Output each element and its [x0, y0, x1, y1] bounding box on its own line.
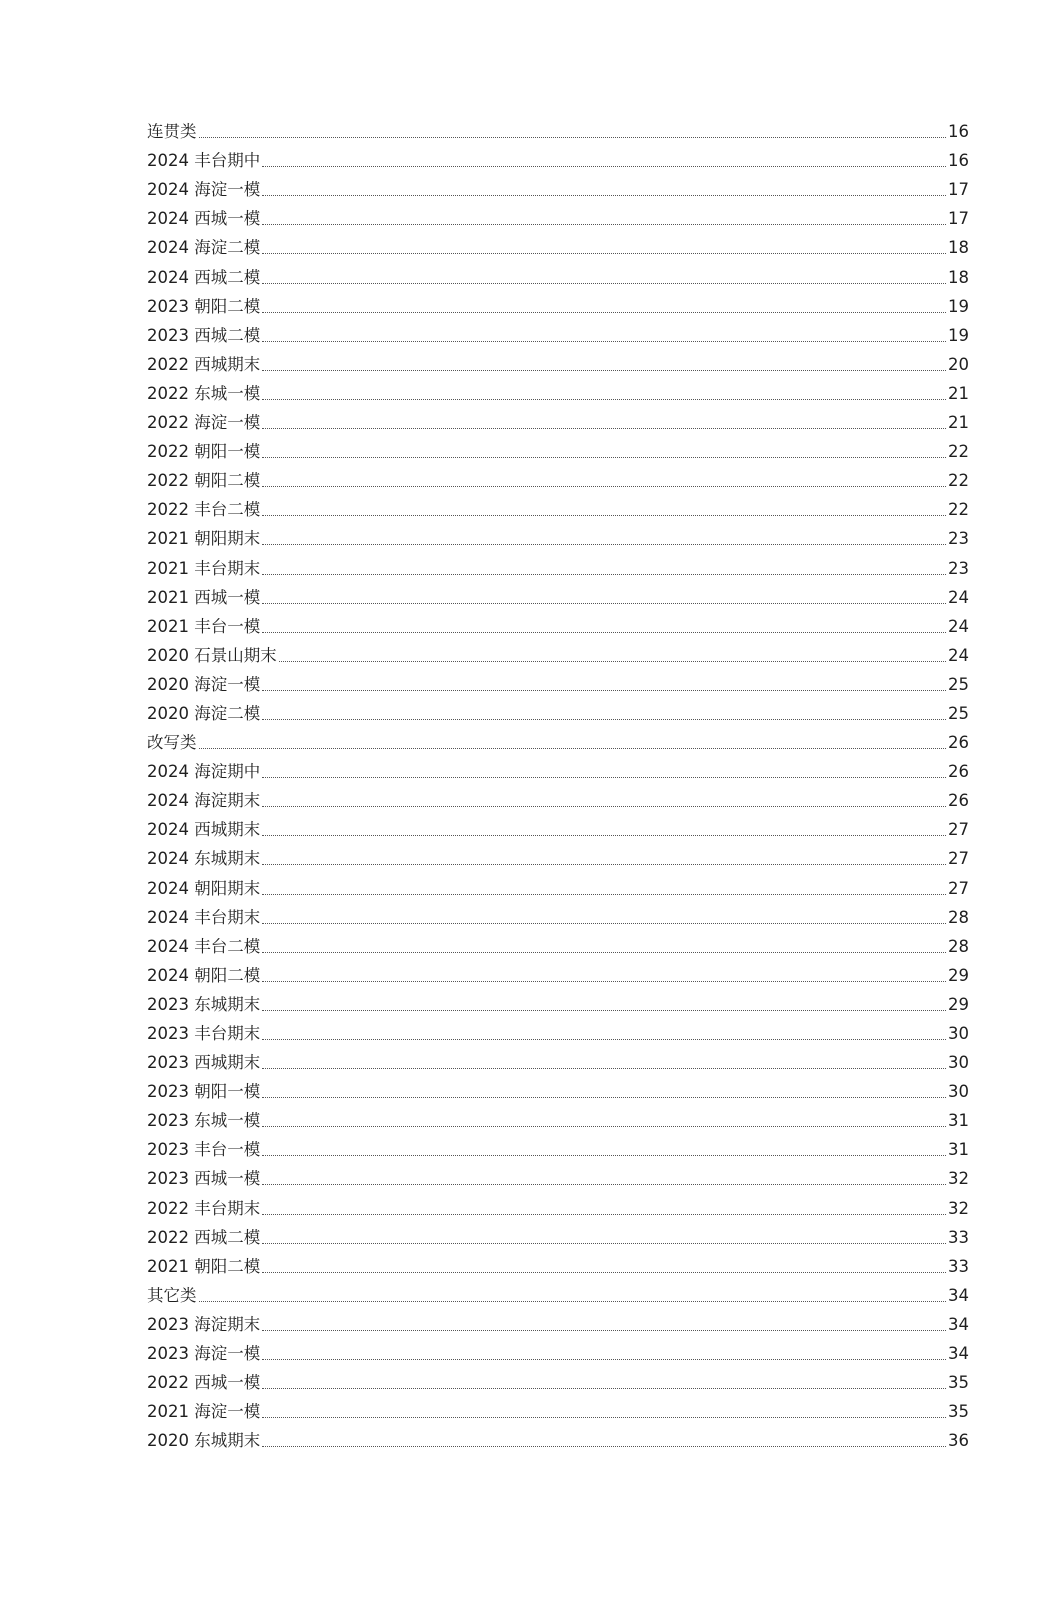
- toc-entry-title: 2024 西城一模: [147, 209, 261, 229]
- dot-leader: [262, 165, 946, 167]
- dot-leader: [262, 398, 946, 400]
- toc-entry-page-number: 32: [948, 1169, 969, 1189]
- dot-leader: [199, 136, 947, 138]
- toc-entry-page-number: 24: [948, 616, 969, 636]
- toc-entry-title: 2024 东城期末: [147, 849, 261, 869]
- toc-entry-page-number: 18: [948, 238, 969, 258]
- toc-entry[interactable]: [147, 1277, 969, 1306]
- toc-entry-title: 2024 朝阳期末: [147, 878, 261, 898]
- dot-leader: [262, 252, 946, 254]
- toc-entry-title: 2022 海淀一模: [147, 413, 261, 433]
- dot-leader: [262, 834, 946, 836]
- toc-entry-title: 2024 丰台期末: [147, 907, 261, 927]
- dot-leader: [262, 776, 946, 778]
- toc-entry-page-number: 22: [948, 471, 969, 491]
- toc-entry-page-number: 29: [948, 965, 969, 985]
- toc-entry-page-number: 27: [948, 849, 969, 869]
- toc-entry-title: 2021 丰台期末: [147, 558, 261, 578]
- toc-entry-title: 2023 西城期末: [147, 1053, 261, 1073]
- toc-entry[interactable]: [147, 579, 969, 608]
- toc-entry-title: 2023 东城期末: [147, 994, 261, 1014]
- toc-entry[interactable]: [147, 840, 969, 869]
- dot-leader: [262, 311, 946, 313]
- toc-entry-page-number: 32: [948, 1198, 969, 1218]
- toc-entry[interactable]: [147, 1073, 969, 1102]
- dot-leader: [262, 1096, 946, 1098]
- toc-entry-title: 2024 海淀二模: [147, 238, 261, 258]
- toc-entry-title: 2021 朝阳期末: [147, 529, 261, 549]
- toc-entry-page-number: 25: [948, 674, 969, 694]
- toc-entry-page-number: 21: [948, 383, 969, 403]
- toc-entry[interactable]: [147, 869, 969, 898]
- dot-leader: [262, 1009, 946, 1011]
- toc-entry[interactable]: [147, 491, 969, 520]
- toc-entry-page-number: 34: [948, 1285, 969, 1305]
- toc-entry-title: 2023 海淀一模: [147, 1344, 261, 1364]
- toc-entry-title: 2021 朝阳二模: [147, 1256, 261, 1276]
- toc-entry-title: 2024 朝阳二模: [147, 965, 261, 985]
- dot-leader: [262, 1067, 946, 1069]
- toc-entry[interactable]: [147, 375, 969, 404]
- toc-entry[interactable]: [147, 346, 969, 375]
- toc-entry-title: 连贯类: [147, 122, 197, 142]
- dot-leader: [262, 340, 946, 342]
- toc-entry-title: 其它类: [147, 1285, 197, 1305]
- toc-entry-page-number: 24: [948, 645, 969, 665]
- toc-entry[interactable]: [147, 142, 969, 171]
- toc-entry[interactable]: [147, 986, 969, 1015]
- toc-entry-title: 2024 西城期末: [147, 820, 261, 840]
- dot-leader: [262, 631, 946, 633]
- toc-entry-title: 2024 海淀期末: [147, 791, 261, 811]
- toc-entry-page-number: 35: [948, 1402, 969, 1422]
- toc-entry-title: 2024 海淀一模: [147, 180, 261, 200]
- toc-entry-title: 2022 西城期末: [147, 354, 261, 374]
- toc-entry-title: 2023 丰台期末: [147, 1024, 261, 1043]
- toc-entry[interactable]: [147, 1393, 969, 1422]
- toc-entry-title: 2021 海淀一模: [147, 1402, 261, 1422]
- toc-entry-title: 2023 朝阳二模: [147, 296, 261, 316]
- toc-entry-page-number: 35: [948, 1373, 969, 1393]
- dot-leader: [199, 1300, 947, 1302]
- dot-leader: [262, 863, 946, 865]
- toc-entry-title: 2021 西城一模: [147, 587, 261, 607]
- dot-leader: [262, 922, 946, 924]
- toc-entry-page-number: 34: [948, 1344, 969, 1364]
- toc-entry-page-number: 30: [948, 1053, 969, 1073]
- toc-entry-page-number: 22: [948, 442, 969, 462]
- table-of-contents: [147, 113, 969, 1451]
- dot-leader: [262, 1329, 946, 1331]
- toc-entry-page-number: 19: [948, 325, 969, 345]
- dot-leader: [262, 689, 946, 691]
- dot-leader: [262, 951, 946, 953]
- toc-entry[interactable]: [147, 1364, 969, 1393]
- toc-entry[interactable]: [147, 695, 969, 724]
- dot-leader: [262, 718, 946, 720]
- dot-leader: [262, 805, 946, 807]
- toc-entry-page-number: 21: [948, 413, 969, 433]
- toc-entry-page-number: 36: [948, 1431, 969, 1451]
- toc-entry[interactable]: [147, 404, 969, 433]
- toc-entry-title: 2022 西城二模: [147, 1227, 261, 1247]
- toc-entry-title: 2022 朝阳二模: [147, 471, 261, 491]
- toc-entry[interactable]: [147, 1189, 969, 1218]
- dot-leader: [262, 427, 946, 429]
- dot-leader: [262, 456, 946, 458]
- toc-entry[interactable]: [147, 1102, 969, 1131]
- toc-entry-title: 2021 丰台一模: [147, 616, 261, 636]
- toc-entry-title: 2020 石景山期末: [147, 645, 277, 665]
- toc-entry-page-number: 26: [948, 791, 969, 811]
- toc-entry-page-number: 23: [948, 529, 969, 549]
- dot-leader: [262, 282, 946, 284]
- toc-entry-page-number: 33: [948, 1256, 969, 1276]
- toc-entry-page-number: 28: [948, 907, 969, 927]
- toc-entry[interactable]: [147, 811, 969, 840]
- toc-entry[interactable]: [147, 1335, 969, 1364]
- toc-entry-page-number: 22: [948, 500, 969, 520]
- toc-entry-title: 2023 朝阳一模: [147, 1082, 261, 1102]
- toc-entry-page-number: 18: [948, 267, 969, 287]
- toc-entry-page-number: 25: [948, 703, 969, 723]
- dot-leader: [262, 893, 946, 895]
- dot-leader: [262, 1387, 946, 1389]
- dot-leader: [262, 1445, 946, 1447]
- toc-entry[interactable]: [147, 200, 969, 229]
- toc-entry[interactable]: [147, 666, 969, 695]
- dot-leader: [262, 1271, 946, 1273]
- dot-leader: [262, 194, 946, 196]
- toc-entry-page-number: 16: [948, 151, 969, 171]
- toc-entry[interactable]: [147, 1219, 969, 1248]
- dot-leader: [262, 1125, 946, 1127]
- toc-entry[interactable]: [147, 317, 969, 346]
- toc-entry[interactable]: [147, 608, 969, 637]
- dot-leader: [262, 1242, 946, 1244]
- toc-entry[interactable]: [147, 433, 969, 462]
- dot-leader: [199, 747, 947, 749]
- toc-entry[interactable]: [147, 899, 969, 928]
- dot-leader: [262, 1416, 946, 1418]
- dot-leader: [262, 223, 946, 225]
- dot-leader: [262, 485, 946, 487]
- toc-entry[interactable]: [147, 171, 969, 200]
- dot-leader: [262, 543, 946, 545]
- toc-entry-page-number: 34: [948, 1314, 969, 1334]
- toc-entry-page-number: 33: [948, 1227, 969, 1247]
- toc-entry[interactable]: [147, 1422, 969, 1451]
- toc-entry[interactable]: [147, 1131, 969, 1160]
- toc-entry-title: 2020 海淀一模: [147, 674, 261, 694]
- dot-leader: [262, 369, 946, 371]
- toc-entry-title: 2024 丰台期中: [147, 151, 261, 171]
- toc-entry-page-number: 29: [948, 994, 969, 1014]
- toc-entry-title: 2024 丰台二模: [147, 936, 261, 956]
- toc-entry-page-number: 17: [948, 209, 969, 229]
- toc-entry-title: 2024 西城二模: [147, 267, 261, 287]
- toc-entry[interactable]: [147, 462, 969, 491]
- toc-entry-page-number: 30: [948, 1082, 969, 1102]
- dot-leader: [262, 1358, 946, 1360]
- toc-entry[interactable]: [147, 520, 969, 549]
- toc-entry[interactable]: [147, 928, 969, 957]
- toc-entry[interactable]: [147, 753, 969, 782]
- toc-entry-page-number: 31: [948, 1140, 969, 1160]
- toc-entry-page-number: 20: [948, 354, 969, 374]
- toc-entry-title: 2020 东城期末: [147, 1431, 261, 1451]
- toc-entry-title: 2020 海淀二模: [147, 703, 261, 723]
- toc-entry[interactable]: [147, 957, 969, 986]
- toc-entry[interactable]: [147, 258, 969, 287]
- toc-entry-title: 2022 朝阳一模: [147, 442, 261, 462]
- toc-entry-page-number: 16: [948, 122, 969, 142]
- dot-leader: [262, 573, 946, 575]
- dot-leader: [262, 602, 946, 604]
- toc-entry-page-number: 19: [948, 296, 969, 316]
- toc-entry-title: 2022 丰台期末: [147, 1198, 261, 1218]
- toc-entry-page-number: 26: [948, 733, 969, 753]
- toc-entry[interactable]: [147, 1248, 969, 1277]
- toc-entry-title: 2023 丰台一模: [147, 1140, 261, 1160]
- toc-entry-page-number: 24: [948, 587, 969, 607]
- toc-entry[interactable]: [147, 549, 969, 578]
- toc-entry-page-number: 31: [948, 1111, 969, 1131]
- toc-entry[interactable]: [147, 288, 969, 317]
- toc-entry-title: 2022 丰台二模: [147, 500, 261, 520]
- toc-entry-title: 改写类: [147, 733, 197, 753]
- toc-entry-page-number: 27: [948, 878, 969, 898]
- toc-entry-title: 2023 东城一模: [147, 1111, 261, 1131]
- dot-leader: [262, 1154, 946, 1156]
- toc-entry[interactable]: [147, 1015, 969, 1044]
- toc-entry-title: 2022 东城一模: [147, 383, 261, 403]
- toc-entry[interactable]: [147, 637, 969, 666]
- toc-entry-page-number: 26: [948, 762, 969, 782]
- toc-entry-page-number: 28: [948, 936, 969, 956]
- dot-leader: [262, 1213, 946, 1215]
- dot-leader: [279, 660, 946, 662]
- dot-leader: [262, 514, 946, 516]
- toc-entry-title: 2023 海淀期末: [147, 1314, 261, 1334]
- toc-entry-title: 2023 西城一模: [147, 1169, 261, 1189]
- toc-entry-page-number: 27: [948, 820, 969, 840]
- toc-entry[interactable]: [147, 1044, 969, 1073]
- toc-entry[interactable]: [147, 724, 969, 753]
- toc-entry-title: 2022 西城一模: [147, 1373, 261, 1393]
- toc-entry[interactable]: [147, 1306, 969, 1335]
- dot-leader: [262, 1183, 946, 1185]
- toc-entry[interactable]: [147, 1160, 969, 1189]
- toc-entry-title: 2024 海淀期中: [147, 762, 261, 782]
- toc-entry[interactable]: [147, 782, 969, 811]
- dot-leader: [262, 980, 946, 982]
- toc-entry[interactable]: [147, 113, 969, 142]
- toc-entry-title: 2023 西城二模: [147, 325, 261, 345]
- toc-entry[interactable]: [147, 229, 969, 258]
- toc-entry-page-number: 30: [948, 1024, 969, 1043]
- toc-entry-page-number: 17: [948, 180, 969, 200]
- dot-leader: [262, 1038, 946, 1040]
- toc-entry-page-number: 23: [948, 558, 969, 578]
